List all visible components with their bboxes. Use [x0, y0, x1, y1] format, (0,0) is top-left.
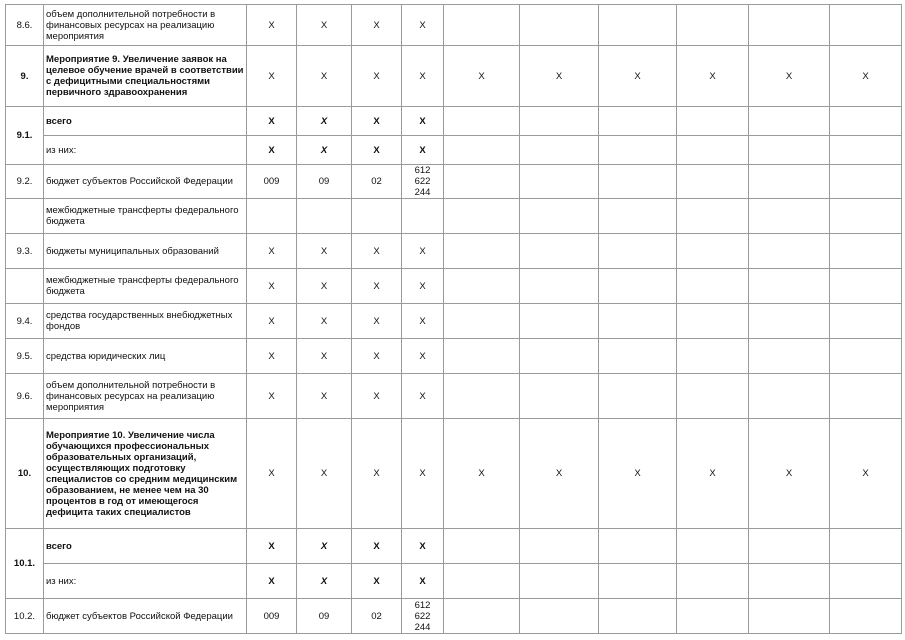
budget-table: [5, 4, 902, 634]
cell-mark: X: [830, 419, 902, 529]
row-description: межбюджетные трансферты федерального бюджета: [44, 199, 247, 234]
table-row: [6, 199, 902, 234]
row-description: средства юридических лиц: [44, 339, 247, 374]
cell-mark: X: [247, 234, 297, 269]
table-row: [6, 46, 902, 107]
cell-empty: [830, 5, 902, 46]
cell-empty: [444, 374, 520, 419]
cell-empty: [749, 136, 830, 165]
cell-empty: [677, 339, 749, 374]
cell-mark: X: [297, 107, 352, 136]
cell-empty: [444, 5, 520, 46]
cell-code: 02: [352, 165, 402, 199]
cell-mark: X: [599, 419, 677, 529]
cell-empty: [749, 374, 830, 419]
cell-mark: X: [599, 46, 677, 107]
cell-empty: [520, 339, 599, 374]
cell-mark: X: [352, 46, 402, 107]
cell-mark: X: [444, 419, 520, 529]
cell-empty: [749, 269, 830, 304]
cell-empty: [677, 304, 749, 339]
cell-empty: [830, 199, 902, 234]
cell-mark: X: [402, 107, 444, 136]
cell-empty: [599, 529, 677, 564]
cell-empty: [599, 269, 677, 304]
cell-empty: [444, 107, 520, 136]
cell-empty: [520, 304, 599, 339]
row-description: из них:: [44, 136, 247, 165]
row-number: 10.1.: [6, 529, 44, 599]
table-row: [6, 269, 902, 304]
cell-mark: X: [677, 46, 749, 107]
cell-empty: [599, 107, 677, 136]
cell-code: 02: [352, 599, 402, 634]
cell-empty: [520, 599, 599, 634]
row-number: 8.6.: [6, 5, 44, 46]
table-row: [6, 599, 902, 634]
cell-mark: X: [402, 136, 444, 165]
cell-empty: [444, 199, 520, 234]
cell-empty: [677, 5, 749, 46]
row-number: 10.2.: [6, 599, 44, 634]
cell-empty: [444, 269, 520, 304]
cell-empty: [677, 136, 749, 165]
cell-empty: [444, 136, 520, 165]
row-description: межбюджетные трансферты федерального бюджета: [44, 269, 247, 304]
cell-mark: X: [297, 5, 352, 46]
table-row: [6, 564, 902, 599]
cell-empty: [599, 374, 677, 419]
table-row: [6, 234, 902, 269]
cell-empty: [749, 339, 830, 374]
row-description: объем дополнительной потребности в финансовых ресурсах на реализацию мероприятия: [44, 374, 247, 419]
cell-empty: [520, 269, 599, 304]
cell-empty: [599, 339, 677, 374]
cell-mark: X: [297, 136, 352, 165]
code-line: 244: [414, 187, 431, 198]
cell-code-list: [402, 165, 444, 199]
row-number: 9.6.: [6, 374, 44, 419]
table-row: [6, 374, 902, 419]
row-description: средства государственных внебюджетных фондов: [44, 304, 247, 339]
cell-mark: X: [402, 374, 444, 419]
cell-mark: X: [297, 339, 352, 374]
cell-empty: [599, 165, 677, 199]
cell-mark: X: [520, 46, 599, 107]
table-row: [6, 339, 902, 374]
cell-mark: X: [352, 374, 402, 419]
cell-empty: [599, 136, 677, 165]
code-line: 612: [414, 599, 431, 611]
row-number: 10.: [6, 419, 44, 529]
cell-empty: [444, 529, 520, 564]
cell-empty: [444, 165, 520, 199]
cell-empty: [444, 599, 520, 634]
row-number: 9.4.: [6, 304, 44, 339]
cell-mark: X: [352, 529, 402, 564]
cell-empty: [444, 339, 520, 374]
row-description: бюджеты муниципальных образований: [44, 234, 247, 269]
cell-mark: X: [402, 419, 444, 529]
table-row: [6, 419, 902, 529]
cell-empty: [749, 107, 830, 136]
cell-mark: X: [297, 564, 352, 599]
cell-mark: X: [297, 46, 352, 107]
cell-mark: X: [297, 374, 352, 419]
cell-empty: [830, 107, 902, 136]
cell-empty: [599, 599, 677, 634]
table-row: [6, 165, 902, 199]
cell-empty: [677, 599, 749, 634]
cell-mark: X: [247, 374, 297, 419]
cell-mark: X: [247, 46, 297, 107]
cell-empty: [677, 234, 749, 269]
table-row: [6, 5, 902, 46]
cell-empty: [599, 234, 677, 269]
cell-mark: X: [247, 304, 297, 339]
cell-mark: X: [402, 234, 444, 269]
cell-empty: [444, 304, 520, 339]
cell-mark: X: [402, 46, 444, 107]
cell-mark: X: [402, 564, 444, 599]
cell-mark: X: [352, 269, 402, 304]
row-number: 9.3.: [6, 234, 44, 269]
cell-code: 09: [297, 599, 352, 634]
cell-empty: [830, 564, 902, 599]
cell-empty: [749, 165, 830, 199]
cell-empty: [444, 234, 520, 269]
row-number: 9.: [6, 46, 44, 107]
cell-empty: [749, 234, 830, 269]
cell-empty: [830, 304, 902, 339]
row-description: Мероприятие 9. Увеличение заявок на целевое обучение врачей в соответствии с дефицитными специальностями первичного здравоохранения: [44, 46, 247, 107]
cell-empty: [677, 199, 749, 234]
cell-mark: X: [297, 529, 352, 564]
cell-mark: X: [352, 419, 402, 529]
cell-empty: [830, 339, 902, 374]
cell-empty: [749, 304, 830, 339]
table-row: [6, 136, 902, 165]
cell-mark: X: [520, 419, 599, 529]
cell-mark: X: [677, 419, 749, 529]
cell-empty: [6, 269, 44, 304]
cell-empty: [402, 199, 444, 234]
cell-mark: X: [402, 529, 444, 564]
cell-empty: [830, 374, 902, 419]
cell-empty: [830, 529, 902, 564]
cell-empty: [520, 107, 599, 136]
cell-mark: X: [247, 339, 297, 374]
row-description: всего: [44, 529, 247, 564]
cell-empty: [520, 234, 599, 269]
row-number: 9.1.: [6, 107, 44, 165]
row-description: объем дополнительной потребности в финансовых ресурсах на реализацию мероприятия: [44, 5, 247, 46]
cell-code: 009: [247, 165, 297, 199]
cell-empty: [599, 199, 677, 234]
cell-mark: X: [297, 304, 352, 339]
row-number: 9.5.: [6, 339, 44, 374]
row-description: из них:: [44, 564, 247, 599]
cell-empty: [830, 165, 902, 199]
cell-mark: X: [297, 269, 352, 304]
cell-empty: [677, 165, 749, 199]
table-row: [6, 529, 902, 564]
cell-code: 09: [297, 165, 352, 199]
cell-empty: [830, 234, 902, 269]
code-line: 244: [414, 621, 431, 633]
row-description: Мероприятие 10. Увеличение числа обучающихся профессиональных образовательных организаций, осуществляющих подготовку специалистов со средним медицинским образованием, не менее чем на 30 процентов в год от имеющегося дефицита таких специалистов: [44, 419, 247, 529]
cell-mark: X: [352, 5, 402, 46]
cell-empty: [599, 304, 677, 339]
table-row: [6, 304, 902, 339]
cell-mark: X: [352, 136, 402, 165]
cell-empty: [749, 599, 830, 634]
cell-empty: [677, 107, 749, 136]
cell-mark: X: [297, 234, 352, 269]
cell-mark: X: [749, 46, 830, 107]
cell-empty: [520, 199, 599, 234]
cell-empty: [352, 199, 402, 234]
cell-mark: X: [352, 564, 402, 599]
cell-mark: X: [247, 5, 297, 46]
cell-empty: [520, 564, 599, 599]
cell-empty: [677, 269, 749, 304]
cell-empty: [677, 564, 749, 599]
cell-mark: X: [247, 564, 297, 599]
row-description: бюджет субъектов Российской Федерации: [44, 165, 247, 199]
cell-empty: [6, 199, 44, 234]
cell-empty: [297, 199, 352, 234]
cell-empty: [749, 529, 830, 564]
row-number: 9.2.: [6, 165, 44, 199]
cell-mark: X: [297, 419, 352, 529]
table-row: [6, 107, 902, 136]
cell-code-list: [402, 599, 444, 634]
cell-empty: [520, 529, 599, 564]
cell-empty: [520, 136, 599, 165]
cell-mark: X: [830, 46, 902, 107]
cell-mark: X: [247, 419, 297, 529]
cell-empty: [599, 564, 677, 599]
cell-mark: X: [247, 269, 297, 304]
cell-mark: X: [352, 339, 402, 374]
cell-mark: X: [402, 269, 444, 304]
cell-mark: X: [352, 304, 402, 339]
cell-mark: X: [352, 234, 402, 269]
row-description: всего: [44, 107, 247, 136]
code-line: 622: [414, 610, 431, 622]
cell-empty: [830, 269, 902, 304]
cell-mark: X: [247, 529, 297, 564]
code-line: 622: [414, 176, 431, 187]
cell-empty: [444, 564, 520, 599]
cell-empty: [520, 5, 599, 46]
cell-mark: X: [402, 5, 444, 46]
cell-empty: [830, 136, 902, 165]
cell-empty: [830, 599, 902, 634]
cell-empty: [520, 165, 599, 199]
cell-mark: X: [444, 46, 520, 107]
cell-empty: [677, 374, 749, 419]
cell-empty: [749, 564, 830, 599]
cell-mark: X: [749, 419, 830, 529]
cell-mark: X: [247, 136, 297, 165]
cell-mark: X: [402, 304, 444, 339]
cell-empty: [247, 199, 297, 234]
cell-mark: X: [402, 339, 444, 374]
cell-mark: X: [352, 107, 402, 136]
row-description: бюджет субъектов Российской Федерации: [44, 599, 247, 634]
cell-empty: [749, 5, 830, 46]
cell-mark: X: [247, 107, 297, 136]
cell-empty: [520, 374, 599, 419]
cell-empty: [749, 199, 830, 234]
code-line: 612: [414, 165, 431, 176]
cell-code: 009: [247, 599, 297, 634]
cell-empty: [677, 529, 749, 564]
cell-empty: [599, 5, 677, 46]
